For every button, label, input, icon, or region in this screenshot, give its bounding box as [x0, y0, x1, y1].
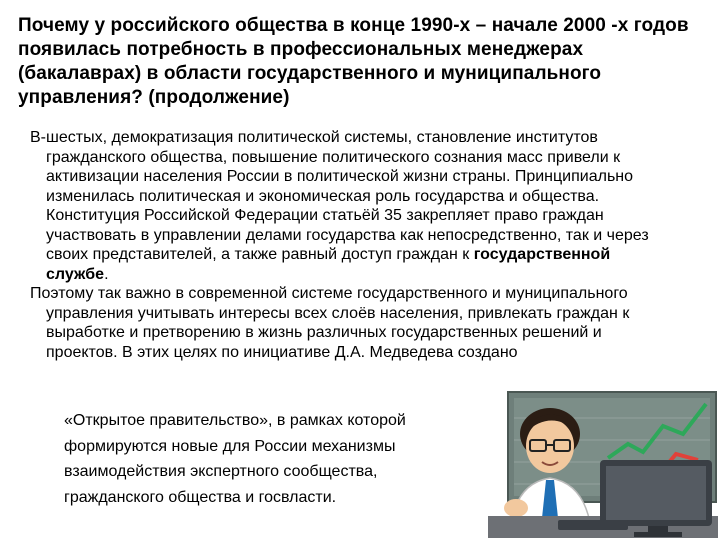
paragraph-1-text: В-шестых, демократизация политической системы, становление институтов гражданского общества, повышение политического сознания масс привели к активизации населения России в политической жизни страны. Принципиально изменилась политическая и экономическая роль государства и общества. Конституция Российской Федерации статьёй 35 закрепляет право граждан участвовать в управлении делами государства как непосредственно, так и через своих представителей, а также равный доступ граждан к — [30, 129, 649, 263]
continuation-line: гражданского общества и госвласти. — [64, 488, 337, 506]
continuation-line: взаимодействия экспертного сообщества, — [64, 463, 378, 480]
continuation-line: «Открытое правительство», в рамках которой — [64, 412, 406, 429]
slide-title: Почему у российского общества в конце 1990-х – начале 2000 -х годов появилась потребность в профессиональных менеджерах (бакалаврах) в области государственного и муниципального управления? (продолжение) — [18, 15, 689, 108]
continuation-line: формируются новые для России механизмы — [64, 437, 396, 455]
paragraph-1-bold: государственной службе — [46, 246, 611, 283]
slide-body — [30, 128, 670, 362]
paragraph-2: Поэтому так важно в современной системе государственного и муниципального управления учитывать интересы всех слоёв населения, привлекать граждан к выработке и претворению в жизнь различных государственных решений и проектов. В этих целях по инициативе Д.А. Медведева создано — [30, 285, 630, 361]
businessman-at-computer-icon — [488, 388, 718, 538]
paragraph-1 — [30, 128, 670, 284]
paragraph-2-continuation — [64, 408, 504, 510]
paragraph-1-end: . — [104, 265, 109, 283]
